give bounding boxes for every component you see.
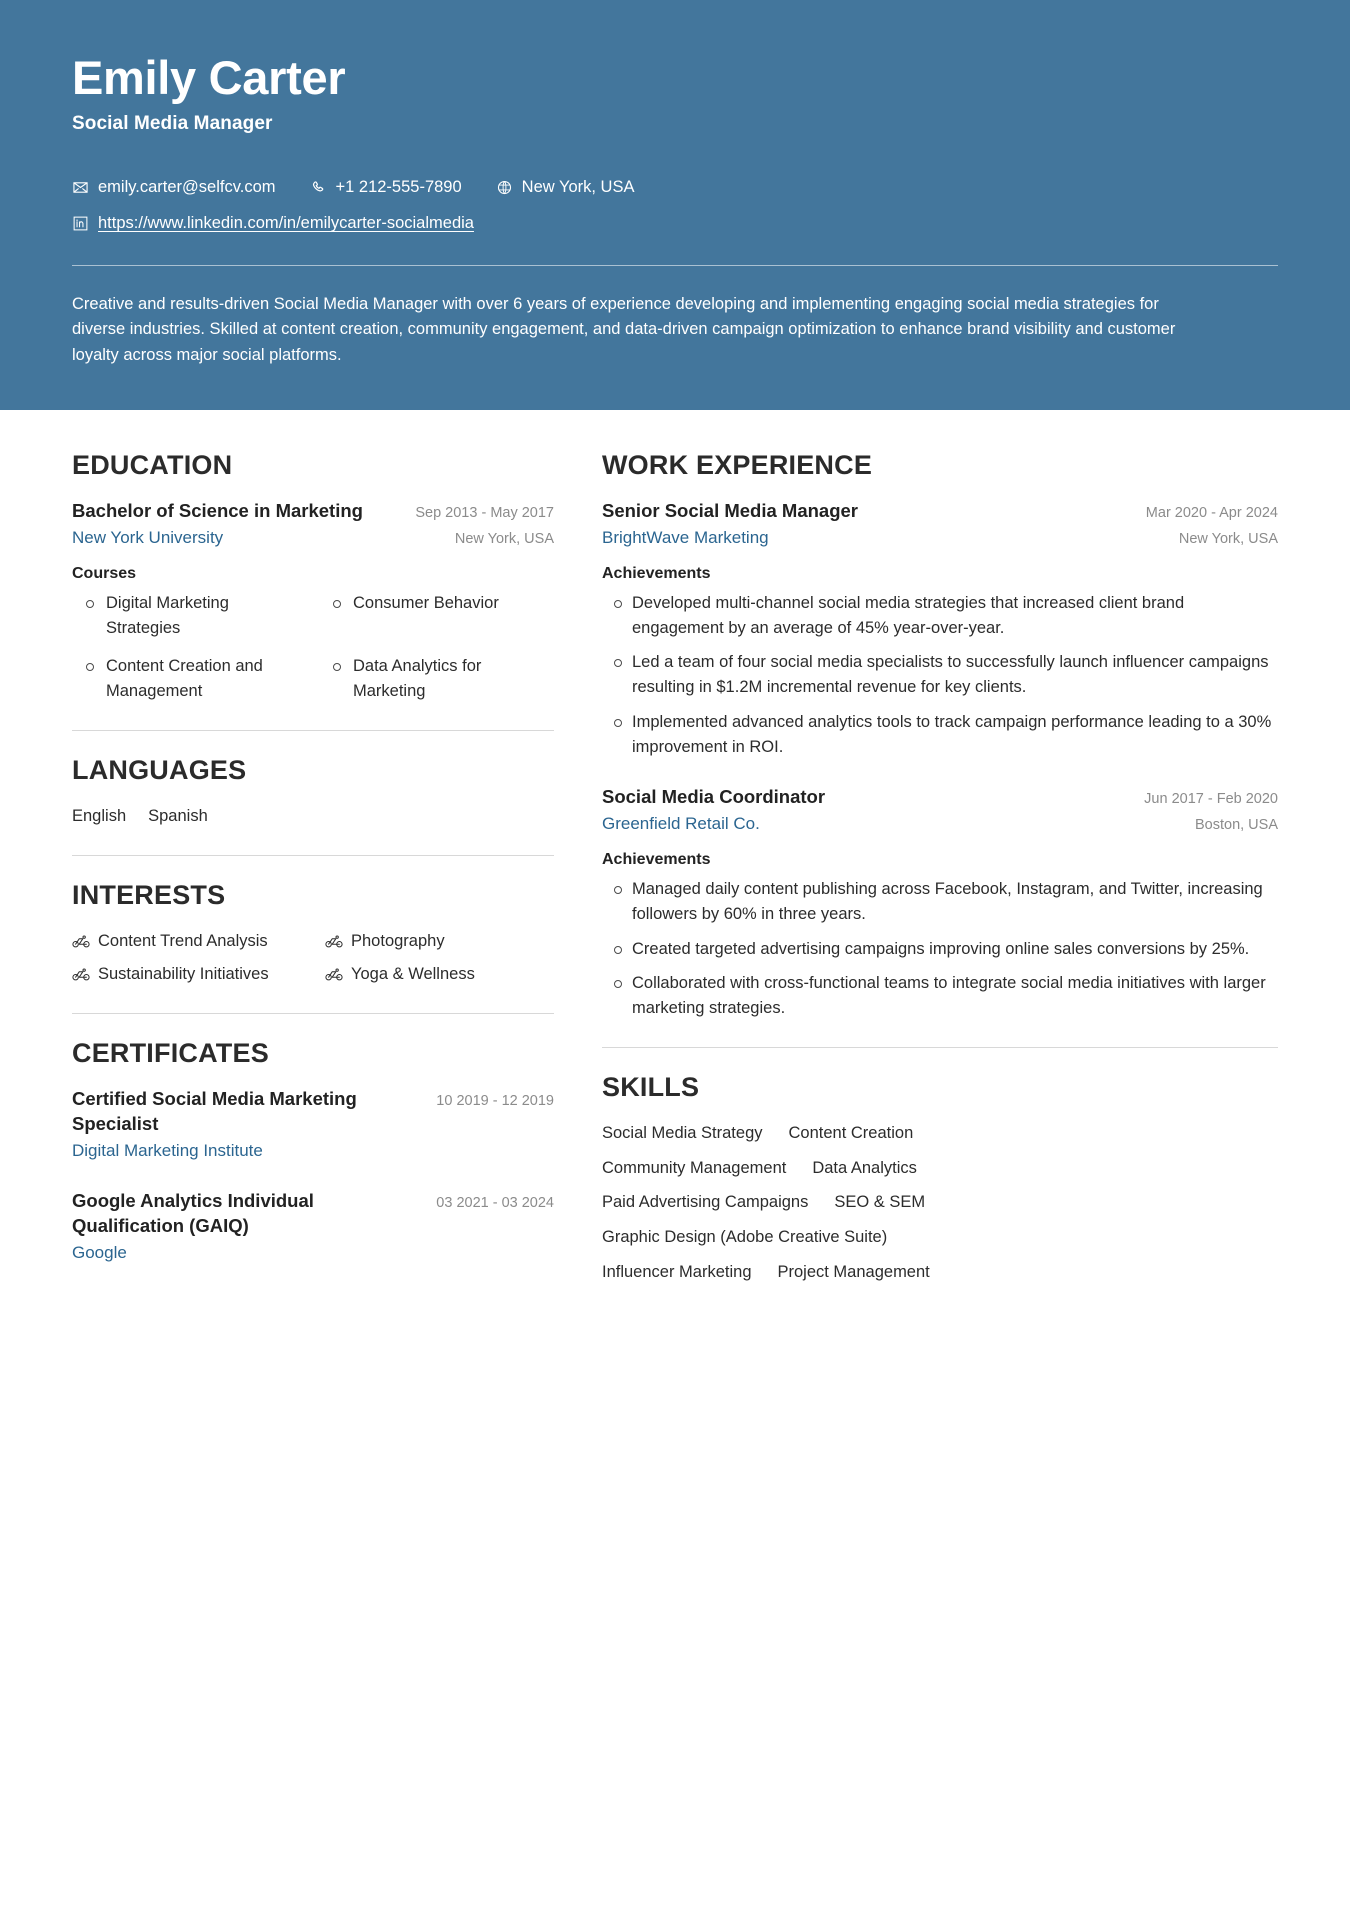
achievement-item: Developed multi-channel social media strategies that increased client brand engagement by an average of 45% year-over-year. bbox=[602, 591, 1278, 641]
section-certificates bbox=[72, 1038, 554, 1266]
left-column bbox=[72, 450, 554, 1292]
interest-item bbox=[325, 929, 554, 954]
interests-title: INTERESTS bbox=[72, 880, 226, 911]
education-title: EDUCATION bbox=[72, 450, 233, 481]
contact-location-text: New York, USA bbox=[521, 177, 635, 196]
work-entry-subheader bbox=[602, 810, 1278, 837]
certificate-header bbox=[72, 1087, 554, 1137]
contact-row-secondary bbox=[72, 213, 1278, 234]
achievement-item: Collaborated with cross-functional teams to integrate social media initiatives with larger marketing strategies. bbox=[602, 971, 1278, 1021]
certificate-name: Certified Social Media Marketing Specialist bbox=[72, 1087, 357, 1134]
section-work-experience bbox=[602, 450, 1278, 1021]
contact-linkedin-text: https://www.linkedin.com/in/emilycarter-socialmedia bbox=[98, 214, 474, 233]
course-item: Data Analytics for Marketing bbox=[319, 654, 554, 704]
work-location: Boston, USA bbox=[1194, 817, 1278, 834]
section-skills bbox=[602, 1072, 1278, 1285]
certificate-dates: 10 2019 - 12 2019 bbox=[436, 1092, 554, 1109]
certificates-title: CERTIFICATES bbox=[72, 1037, 269, 1068]
interest-label: Photography bbox=[351, 932, 445, 951]
course-item: Digital Marketing Strategies bbox=[72, 591, 307, 641]
achievements-list bbox=[602, 877, 1278, 1021]
candidate-name: Emily Carter bbox=[72, 51, 346, 104]
languages-title: LANGUAGES bbox=[72, 754, 247, 785]
interest-label: Content Trend Analysis bbox=[98, 932, 268, 951]
section-interests bbox=[72, 880, 554, 987]
header-divider bbox=[72, 265, 1278, 266]
education-entry bbox=[72, 499, 554, 704]
courses-list bbox=[72, 591, 554, 704]
interests-list bbox=[72, 929, 554, 987]
contact-phone[interactable] bbox=[310, 177, 462, 198]
education-dates: Sep 2013 - May 2017 bbox=[415, 505, 554, 522]
language-item: Spanish bbox=[148, 806, 208, 825]
achievement-item: Created targeted advertising campaigns improving online sales conversions by 25%. bbox=[602, 937, 1278, 962]
skill-item: Influencer Marketing bbox=[602, 1262, 752, 1281]
skill-item: Community Management bbox=[602, 1158, 787, 1177]
bicycle-icon bbox=[325, 934, 343, 949]
language-item: English bbox=[72, 806, 127, 825]
contact-email[interactable] bbox=[72, 177, 276, 198]
interest-item bbox=[325, 962, 554, 987]
achievements-label: Achievements bbox=[602, 851, 711, 868]
work-role: Social Media Coordinator bbox=[602, 786, 826, 808]
section-divider bbox=[602, 1047, 1278, 1048]
certificate-header bbox=[72, 1189, 554, 1239]
skill-item: SEO & SEM bbox=[834, 1193, 926, 1212]
achievement-item: Managed daily content publishing across Facebook, Instagram, and Twitter, increasing followers by 60% in three years. bbox=[602, 877, 1278, 927]
section-languages bbox=[72, 755, 554, 830]
interest-label: Yoga & Wellness bbox=[351, 965, 475, 984]
work-entry-header bbox=[602, 785, 1278, 810]
contact-phone-text: +1 212-555-7890 bbox=[335, 177, 462, 196]
achievement-item: Led a team of four social media specialists to successfully launch influencer campaigns resulting in $1.2M incremental revenue for key clients. bbox=[602, 650, 1278, 700]
education-degree: Bachelor of Science in Marketing bbox=[72, 500, 363, 522]
skills-title: SKILLS bbox=[602, 1071, 700, 1102]
contact-email-text: emily.carter@selfcv.com bbox=[98, 177, 276, 196]
achievement-item: Implemented advanced analytics tools to track campaign performance leading to a 30% improvement in ROI. bbox=[602, 710, 1278, 760]
course-item: Content Creation and Management bbox=[72, 654, 307, 704]
education-entry-subheader bbox=[72, 524, 554, 551]
certificate-issuer[interactable]: Google bbox=[72, 1243, 127, 1263]
section-divider bbox=[72, 855, 554, 856]
contact-location bbox=[496, 177, 635, 198]
skill-item: Data Analytics bbox=[812, 1158, 917, 1177]
languages-list bbox=[72, 804, 554, 830]
certificate-issuer[interactable]: Digital Marketing Institute bbox=[72, 1140, 263, 1160]
interest-item bbox=[72, 962, 317, 987]
achievements-list bbox=[602, 591, 1278, 760]
courses-label: Courses bbox=[72, 564, 137, 582]
course-item: Consumer Behavior bbox=[319, 591, 554, 641]
work-entry bbox=[602, 785, 1278, 1020]
phone-icon bbox=[310, 179, 327, 196]
skill-item: Project Management bbox=[777, 1262, 930, 1281]
work-entry bbox=[602, 499, 1278, 759]
contact-row-primary bbox=[72, 177, 1278, 198]
location-icon bbox=[496, 179, 513, 196]
section-education bbox=[72, 450, 554, 704]
skill-item: Paid Advertising Campaigns bbox=[602, 1193, 809, 1212]
work-dates: Jun 2017 - Feb 2020 bbox=[1144, 791, 1278, 808]
achievements-label: Achievements bbox=[602, 564, 711, 582]
certificate-dates: 03 2021 - 03 2024 bbox=[436, 1195, 554, 1212]
skill-item: Content Creation bbox=[788, 1123, 914, 1142]
work-entry-header bbox=[602, 499, 1278, 524]
education-location: New York, USA bbox=[454, 531, 554, 548]
contact-info bbox=[72, 177, 1278, 235]
bicycle-icon bbox=[72, 934, 90, 949]
education-school[interactable]: New York University bbox=[72, 528, 224, 548]
work-company[interactable]: BrightWave Marketing bbox=[602, 528, 769, 548]
contact-linkedin[interactable] bbox=[72, 213, 474, 234]
resume-header bbox=[0, 0, 1350, 410]
work-experience-title: WORK EXPERIENCE bbox=[602, 450, 873, 481]
section-divider bbox=[72, 1013, 554, 1014]
section-divider bbox=[72, 730, 554, 731]
linkedin-icon bbox=[72, 215, 89, 232]
certificate-entry bbox=[72, 1189, 554, 1266]
education-entry-header bbox=[72, 499, 554, 524]
interest-item bbox=[72, 929, 317, 954]
bicycle-icon bbox=[325, 967, 343, 982]
skills-list bbox=[602, 1121, 1022, 1285]
right-column bbox=[602, 450, 1278, 1290]
envelope-icon bbox=[72, 179, 89, 196]
resume-body bbox=[0, 410, 1350, 1352]
certificate-name: Google Analytics Individual Qualification (GAIQ) bbox=[72, 1190, 314, 1237]
interest-label: Sustainability Initiatives bbox=[98, 965, 269, 984]
work-role: Senior Social Media Manager bbox=[602, 500, 858, 522]
work-entry-subheader bbox=[602, 524, 1278, 551]
candidate-job-title: Social Media Manager bbox=[72, 112, 273, 134]
work-company[interactable]: Greenfield Retail Co. bbox=[602, 814, 760, 834]
certificate-entry bbox=[72, 1087, 554, 1164]
professional-summary: Creative and results-driven Social Media Manager with over 6 years of experience developing and implementing engaging social media strategies for diverse industries. Skilled at content creation, community engagement, and data-driven campaign optimization to enhance brand visibility and customer loyalty across major social platforms. bbox=[72, 294, 1176, 364]
skill-item: Social Media Strategy bbox=[602, 1123, 763, 1142]
skill-item: Graphic Design (Adobe Creative Suite) bbox=[602, 1228, 888, 1246]
work-dates: Mar 2020 - Apr 2024 bbox=[1145, 505, 1278, 522]
bicycle-icon bbox=[72, 967, 90, 982]
work-location: New York, USA bbox=[1178, 531, 1278, 548]
